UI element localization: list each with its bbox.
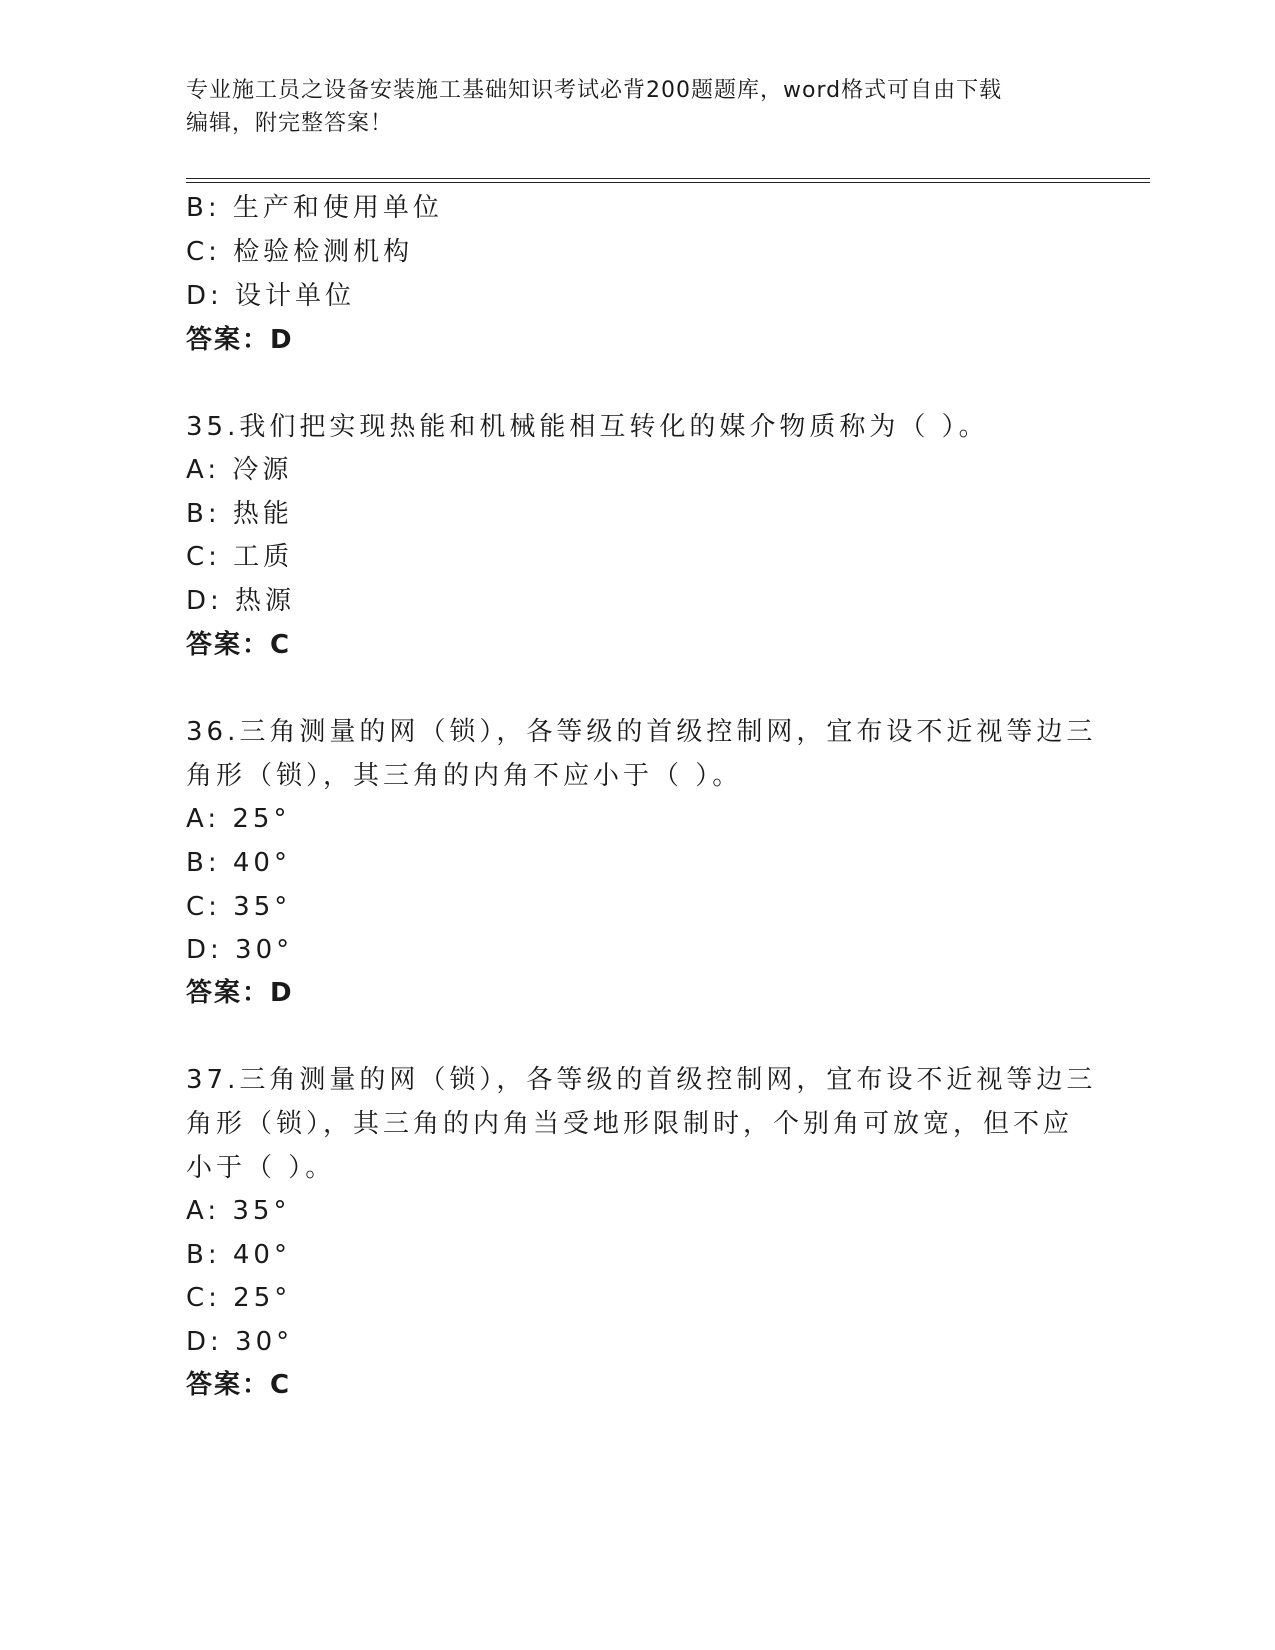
q35-answer: 答案：C	[186, 630, 292, 660]
header-divider-top	[186, 178, 1150, 179]
q34-option-c: C: 检验检测机构	[186, 237, 414, 267]
q35-option-b: B: 热能	[186, 499, 293, 529]
document-header	[186, 74, 1086, 140]
q34-option-d: D: 设计单位	[186, 281, 356, 311]
q37-option-d: D: 30°	[186, 1327, 294, 1357]
q37-option-c: C: 25°	[186, 1283, 292, 1313]
q35-stem-line-1: 35.我们把实现热能和机械能相互转化的媒介物质称为（ ）。	[186, 412, 989, 442]
q36-stem-line-2: 角形（锁），其三角的内角不应小于（ ）。	[186, 761, 743, 791]
q36-option-d: D: 30°	[186, 935, 294, 965]
header-divider-bottom	[186, 182, 1150, 183]
q37-option-b: B: 40°	[186, 1240, 291, 1270]
q37-option-a: A: 35°	[186, 1196, 291, 1226]
header-line-1: 专业施工员之设备安装施工基础知识考试必背200题题库，word格式可自由下载	[186, 78, 1003, 103]
q35-option-a: A: 冷源	[186, 455, 293, 485]
q37-stem-line-1: 37.三角测量的网（锁），各等级的首级控制网，宜布设不近视等边三	[186, 1065, 1097, 1095]
q37-answer: 答案：C	[186, 1370, 292, 1400]
q35-option-d: D: 热源	[186, 586, 296, 616]
q36-stem-line-1: 36.三角测量的网（锁），各等级的首级控制网，宜布设不近视等边三	[186, 717, 1097, 747]
q36-option-b: B: 40°	[186, 848, 291, 878]
q35-option-c: C: 工质	[186, 542, 294, 572]
q37-stem-line-2: 角形（锁），其三角的内角当受地形限制时，个别角可放宽，但不应	[186, 1109, 1074, 1139]
q34-option-b: B: 生产和使用单位	[186, 193, 443, 223]
q37-stem-line-3: 小于（ ）。	[186, 1153, 336, 1183]
q34-answer: 答案：D	[186, 325, 294, 355]
q36-answer: 答案：D	[186, 978, 294, 1008]
q36-option-a: A: 25°	[186, 804, 291, 834]
q36-option-c: C: 35°	[186, 892, 292, 922]
header-line-2: 编辑，附完整答案！	[186, 111, 394, 136]
